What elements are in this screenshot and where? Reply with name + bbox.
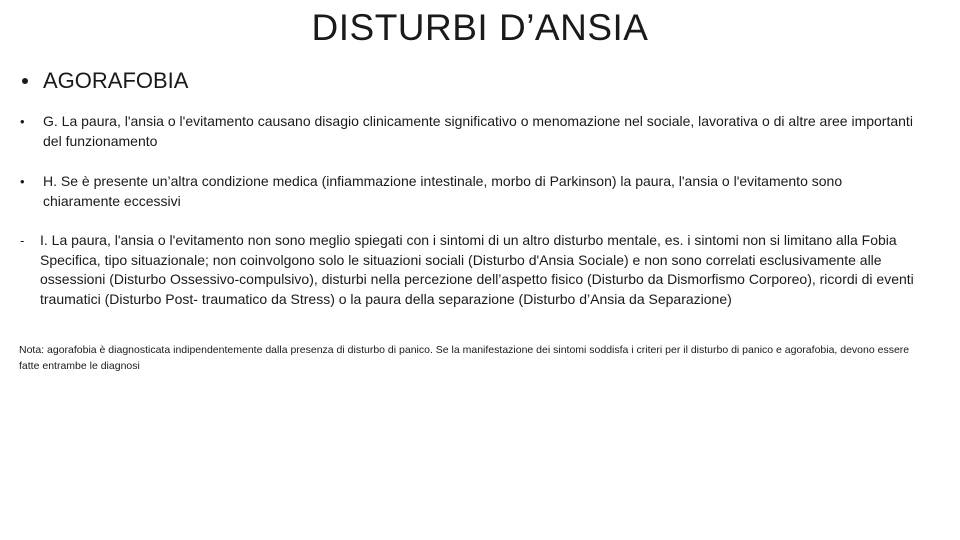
criterion-i-text: I. La paura, l'ansia o l'evitamento non sono meglio spiegati con i sintomi di un altro disturbo mentale, es. i sintomi non si limitano alla Fobia Specifica, tipo situazionale; non coinvolgono solo le situazioni sociali (Disturbo d'Ansia Sociale) e non sono correlati esclusivamente alle ossessioni (Disturbo Ossessivo-compulsivo), disturbi nella percezione dell’aspetto fisico (Disturbo da Dismorfismo Corporeo), ricordi di eventi traumatici (Disturbo Post- traumatico da Stress) o la paura della separazione (Disturbo d’Ansia da Separazione) bbox=[40, 232, 914, 307]
criterion-h-text: H. Se è presente un’altra condizione medica (infiammazione intestinale, morbo di Parkinson) la paura, l'ansia o l'evitamento sono chiaramente eccessivi bbox=[43, 173, 843, 209]
list-item-agorafobia bbox=[0, 68, 960, 96]
footnote: Nota: agorafobia è diagnosticata indipendentemente dalla presenza di disturbo di panico. Se la manifestazione dei sintomi soddisfa i criteri per il disturbo di panico e agorafobia, devono essere fatte entrambe le diagnosi bbox=[19, 344, 910, 372]
bullet-icon: • bbox=[20, 114, 25, 129]
list-item-criterion-g bbox=[0, 112, 960, 152]
list-item-heading: AGORAFOBIA bbox=[43, 68, 189, 93]
list-item-criterion-i bbox=[0, 231, 960, 331]
bullet-icon: • bbox=[20, 174, 25, 189]
dash-icon: - bbox=[20, 233, 25, 248]
criterion-g-text: G. La paura, l'ansia o l'evitamento causano disagio clinicamente significativo o menomazione nel sociale, lavorativa o di altre aree importanti del funzionamento bbox=[43, 113, 913, 149]
list-item-criterion-h bbox=[0, 172, 960, 212]
slide-title: DISTURBI D’ANSIA bbox=[311, 7, 649, 48]
bullet-dot-icon bbox=[22, 78, 28, 84]
